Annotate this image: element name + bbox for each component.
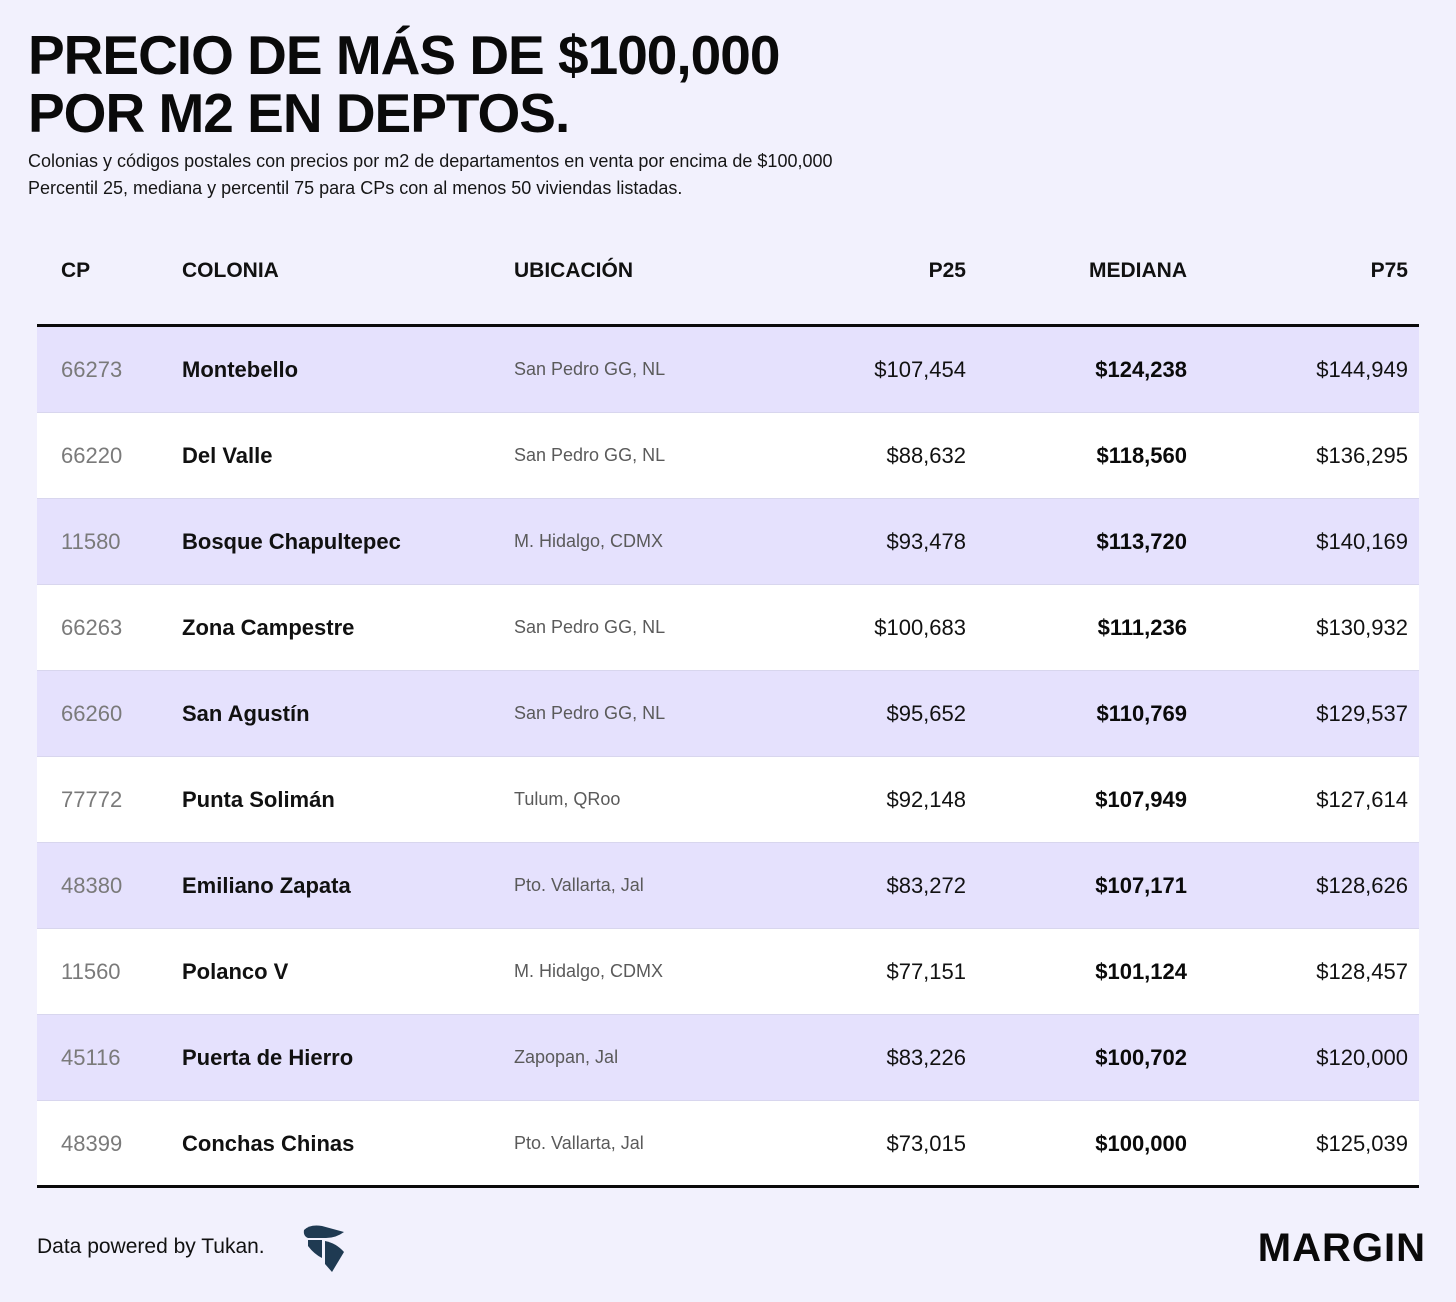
cell-p25: $73,015 — [886, 1131, 966, 1156]
cell-p25: $92,148 — [886, 787, 966, 812]
cell-colonia: San Agustín — [182, 701, 310, 726]
header-cp: CP — [61, 259, 91, 282]
cell-ubicacion: Tulum, QRoo — [514, 789, 621, 809]
table-row — [37, 327, 1419, 413]
margin-brand-logo: MARGIN — [1257, 1226, 1426, 1270]
cell-mediana: $107,171 — [1095, 873, 1187, 898]
cell-colonia: Polanco V — [182, 959, 289, 984]
table-row — [37, 413, 1419, 499]
page-subtitle — [28, 148, 833, 202]
table-row — [37, 757, 1419, 843]
page-title — [28, 26, 779, 142]
cell-cp: 48399 — [61, 1131, 123, 1156]
cell-cp: 11580 — [61, 529, 121, 554]
header-colonia: COLONIA — [182, 259, 279, 282]
cell-ubicacion: San Pedro GG, NL — [514, 359, 666, 379]
price-table — [37, 232, 1419, 1188]
cell-p25: $95,652 — [886, 701, 966, 726]
cell-mediana: $107,949 — [1095, 787, 1187, 812]
header-mediana: MEDIANA — [1089, 259, 1187, 282]
cell-cp: 66220 — [61, 443, 123, 468]
table-row — [37, 843, 1419, 929]
cell-ubicacion: Pto. Vallarta, Jal — [514, 875, 644, 895]
cell-ubicacion: M. Hidalgo, CDMX — [514, 961, 664, 981]
cell-cp: 45116 — [61, 1045, 121, 1070]
cell-ubicacion: San Pedro GG, NL — [514, 703, 666, 723]
table-header — [37, 232, 1419, 327]
cell-ubicacion: San Pedro GG, NL — [514, 445, 666, 465]
cell-cp: 11560 — [61, 959, 121, 984]
cell-mediana: $110,769 — [1096, 701, 1187, 726]
subtitle-line-2: Percentil 25, mediana y percentil 75 para CPs con al menos 50 viviendas listadas. — [28, 178, 683, 198]
table-row — [37, 585, 1419, 671]
cell-cp: 77772 — [61, 787, 123, 812]
cell-mediana: $100,000 — [1095, 1131, 1187, 1156]
cell-colonia: Emiliano Zapata — [182, 873, 351, 898]
cell-mediana: $118,560 — [1096, 443, 1187, 468]
cell-ubicacion: San Pedro GG, NL — [514, 617, 666, 637]
cell-colonia: Puerta de Hierro — [182, 1045, 354, 1070]
cell-ubicacion: Pto. Vallarta, Jal — [514, 1133, 644, 1153]
cell-colonia: Del Valle — [182, 443, 273, 468]
cell-p75: $120,000 — [1316, 1045, 1408, 1070]
cell-colonia: Montebello — [182, 357, 299, 382]
cell-mediana: $111,236 — [1097, 615, 1187, 640]
data-credit: Data powered by Tukan. — [37, 1235, 265, 1258]
cell-p25: $83,272 — [886, 873, 966, 898]
cell-p75: $144,949 — [1316, 357, 1408, 382]
table-row — [37, 929, 1419, 1015]
cell-cp: 66260 — [61, 701, 123, 726]
cell-cp: 48380 — [61, 873, 123, 898]
cell-colonia: Zona Campestre — [182, 615, 355, 640]
header-p75: P75 — [1370, 259, 1408, 282]
table-row — [37, 1101, 1419, 1188]
page-title-line-2: POR M2 EN DEPTOS. — [28, 82, 570, 144]
cell-p75: $130,932 — [1316, 615, 1408, 640]
subtitle-line-1: Colonias y códigos postales con precios por m2 de departamentos en venta por encima de $100,000 — [28, 151, 833, 171]
cell-p25: $83,226 — [886, 1045, 966, 1070]
cell-colonia: Conchas Chinas — [182, 1131, 355, 1156]
cell-mediana: $101,124 — [1095, 959, 1187, 984]
cell-p25: $88,632 — [886, 443, 966, 468]
cell-mediana: $124,238 — [1095, 357, 1187, 382]
cell-ubicacion: Zapopan, Jal — [514, 1047, 619, 1067]
cell-p25: $77,151 — [886, 959, 966, 984]
cell-mediana: $113,720 — [1096, 529, 1187, 554]
cell-p25: $100,683 — [874, 615, 966, 640]
tukan-logo-icon — [300, 1224, 348, 1274]
table-row — [37, 499, 1419, 585]
header-ubicacion: UBICACIÓN — [514, 259, 633, 282]
cell-p75: $125,039 — [1316, 1131, 1408, 1156]
table-body — [37, 327, 1419, 1188]
cell-cp: 66263 — [61, 615, 123, 640]
header-p25: P25 — [928, 259, 966, 282]
cell-p75: $140,169 — [1316, 529, 1408, 554]
cell-colonia: Punta Solimán — [182, 787, 335, 812]
cell-p75: $129,537 — [1316, 701, 1408, 726]
table-row — [37, 671, 1419, 757]
cell-p25: $93,478 — [886, 529, 966, 554]
cell-p75: $136,295 — [1316, 443, 1408, 468]
cell-mediana: $100,702 — [1095, 1045, 1187, 1070]
cell-colonia: Bosque Chapultepec — [182, 529, 401, 554]
page-title-line-1: PRECIO DE MÁS DE $100,000 — [28, 24, 780, 86]
cell-p75: $128,457 — [1316, 959, 1408, 984]
cell-p75: $127,614 — [1316, 787, 1408, 812]
cell-cp: 66273 — [61, 357, 123, 382]
cell-p25: $107,454 — [874, 357, 966, 382]
cell-p75: $128,626 — [1316, 873, 1408, 898]
cell-ubicacion: M. Hidalgo, CDMX — [514, 531, 664, 551]
table-row — [37, 1015, 1419, 1101]
